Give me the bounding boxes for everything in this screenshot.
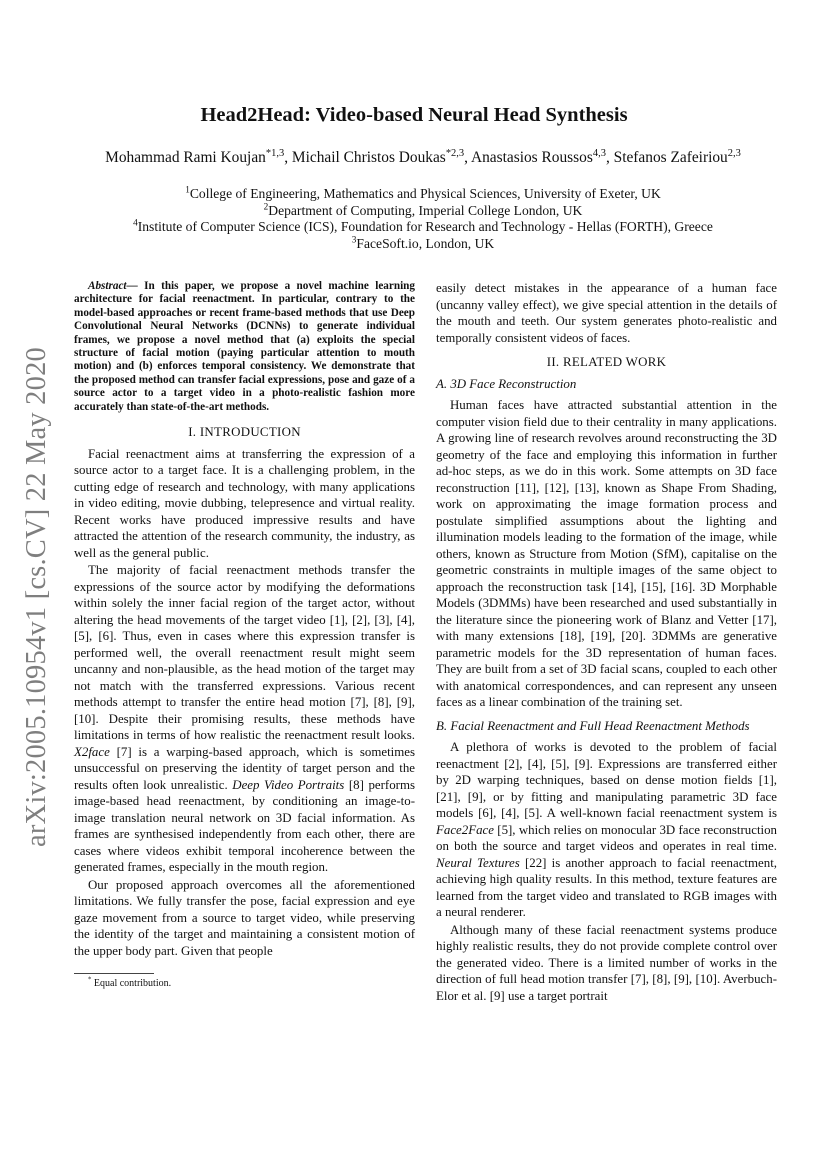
author-name: , Anastasios Roussos [464,149,593,166]
author-affiliation-mark: *2,3 [445,147,465,159]
affiliation-text: Department of Computing, Imperial College London, UK [268,202,583,218]
related-work-paragraph-2-text: [5], which relies on monocular 3D face reconstruction on both the source and target videos and operates in real time. [436,822,777,853]
affiliation-text: College of Engineering, Mathematics and Physical Sciences, University of Exeter, UK [189,186,661,201]
intro-paragraph-2-text: [8] performs image-based head reenactment, by conditioning an image-to-image translation neural network on 3D facial information. As frames are synthesised independently from each other, there are cases where videos exhibit temporal incoherence between the generated frames, especially in the mouth region. [74,777,415,875]
author-affiliation-mark: *1,3 [265,147,285,159]
affiliation [92,203,754,220]
affiliation-text: Institute of Computer Science (ICS), Foundation for Research and Technology - Hellas (FORTH), Greece [137,219,713,235]
affiliation [92,186,754,203]
author-affiliation-mark: 2,3 [727,147,741,159]
method-name-neural-textures: Neural Textures [436,855,520,870]
abstract-label: Abstract [88,280,127,292]
related-work-paragraph-2-text: [22] is another approach to facial reenactment, achieving high quality results. In this method, texture features are learned from the target video and translated to RGB images with a neural renderer. [436,855,778,919]
affiliation-text: FaceSoft.io, London, UK [356,235,495,251]
intro-paragraph-2-text: [7] is a warping-based approach, which is sometimes unsuccessful on preserving the identity of target person and the results often look unrealistic. [74,744,415,792]
subsection-heading-3d-face-reconstruction: A. 3D Face Reconstruction [436,376,577,391]
affiliation [92,236,754,253]
footnote-text: Equal contribution. [91,978,172,990]
author-name: , Michail Christos Doukas [284,149,446,166]
author-affiliation-mark: 4,3 [592,147,606,159]
intro-paragraph-2 [74,562,415,876]
affiliation-number: 1 [185,184,190,195]
intro-paragraph-3: Our proposed approach overcomes all the aforementioned limitations. We fully transfer the pose, facial expression and eye gaze movement from a source to target video, while preserving the identity of the target and maintaining a consistent motion of the upper body part. Given that people [74,877,415,958]
paper-title: Head2Head: Video-based Neural Head Synthesis [200,104,628,126]
footnote-divider [74,973,154,974]
abstract-text: — In this paper, we propose a novel machine learning architecture for facial reenactment. In particular, contrary to the model-based approaches or recent frame-based methods that use Deep Convolutional Neural Networks (DCNNs) to generate individual frames, we propose a novel method that (a) exploits the special structure of facial motion (paying particular attention to mouth motion) and (b) enforces temporal consistency. We demonstrate that the proposed method can transfer facial expressions, pose and gaze of a source actor to a target video in a photo-realistic fashion more accurately than state-of-the-art methods. [74,280,415,413]
intro-paragraph-1: Facial reenactment aims at transferring the expression of a source actor to a target face. It is a challenging problem, in the cutting edge of research and technology, with many applications in video editing, movie dubbing, telepresence and virtual reality. Recent works have produced impressive results and have attracted the attention of the research community, the industry, as well as the general public. [74,446,415,560]
affiliation-number: 4 [133,217,138,228]
abstract [74,280,415,414]
author-name: Mohammad Rami Koujan [105,149,266,166]
author-list [92,148,754,167]
intro-paragraph-2-text: The majority of facial reenactment methods transfer the expressions of the source actor by modifying the deformations within solely the inner facial region of the target actor, without altering the head movements of the target video [1], [2], [3], [4], [5], [6]. Thus, even in cases where this expression transfer is performed well, the overall reenactment result might seem uncanny and non-plausible, as the head motion of the target may not match with the transferred expressions. Various recent methods attempt to transfer the entire head motion [7], [8], [9], [10]. Despite their promising results, these methods have limitations in terms of how realistic the reenactment result looks. [74,563,415,743]
arxiv-stamp-text: arXiv:2005.10954v1 [cs.CV] 22 May 2020 [21,347,52,847]
intro-paragraph-3-continued: easily detect mistakes in the appearance of a human face (uncanny valley effect), we give special attention in the details of the mouth and teeth. Our system generates photo-realistic and temporally consistent videos of faces. [436,281,777,345]
affiliation [92,219,754,236]
method-name-face2face: Face2Face [436,822,494,837]
affiliation-list [92,186,754,252]
method-name-deep-video-portraits: Deep Video Portraits [232,777,345,792]
related-work-paragraph-2-text: A plethora of works is devoted to the problem of facial reenactment [2], [4], [5], [9]. Expressions are transferred either by 2D warping techniques, based on dense motion fields [1], [21], [9], or by fitting and manipulating parametric 3D face models [6], [4], [5]. A well-known facial reenactment system is [436,740,777,820]
author-name: , Stefanos Zafeiriou [605,149,728,166]
footnote-mark: * [88,976,92,984]
related-work-paragraph-3: Although many of these facial reenactment systems produce highly realistic results, they do not provide complete control over the generated video. There is a limited number of works in the direction of full head motion transfer [7], [8], [9], [10]. Averbuch-Elor et al. [9] use a target portrait [436,922,777,1003]
affiliation-number: 2 [263,201,269,212]
affiliation-number: 3 [351,234,357,245]
right-column [436,280,777,1004]
subsection-heading-facial-reenactment: B. Facial Reenactment and Full Head Reenactment Methods [436,718,750,733]
left-column [74,280,415,990]
section-heading-related-work: II. RELATED WORK [546,355,667,369]
method-name-x2face: X2face [74,744,110,759]
arxiv-stamp [19,347,55,847]
related-work-paragraph-2 [436,739,777,921]
footnote [74,978,415,990]
section-heading-introduction: I. INTRODUCTION [188,425,301,440]
related-work-paragraph-1: Human faces have attracted substantial attention in the computer vision field due to their centrality in many applications. A growing line of research revolves around reconstructing the 3D geometry of the face and employing this information in further ad-hoc steps, as we do in this work. Some attempts on 3D face reconstruction [11], [12], [13], known as Shape From Shading, work on approximating the image formation process and postulate simplified assumptions about the lighting and illumination models leading to the formation of the image, while others, known as Structure from Motion (SfM), capitalise on the geometric constraints in multiple images of the same object to approach the reconstruction task [14], [15], [16]. 3D Morphable Models (3DMMs) have been researched and used substantially in the literature since the pioneering work of Blanz and Vetter [17], with many extensions [18], [19], [20]. 3DMMs are generative parametric models for the 3D representation of human faces. They are built from a set of 3D facial scans, coupled to each other with anatomical correspondences, and can represent any unseen faces as a linear combination of the training set. [436,398,777,709]
